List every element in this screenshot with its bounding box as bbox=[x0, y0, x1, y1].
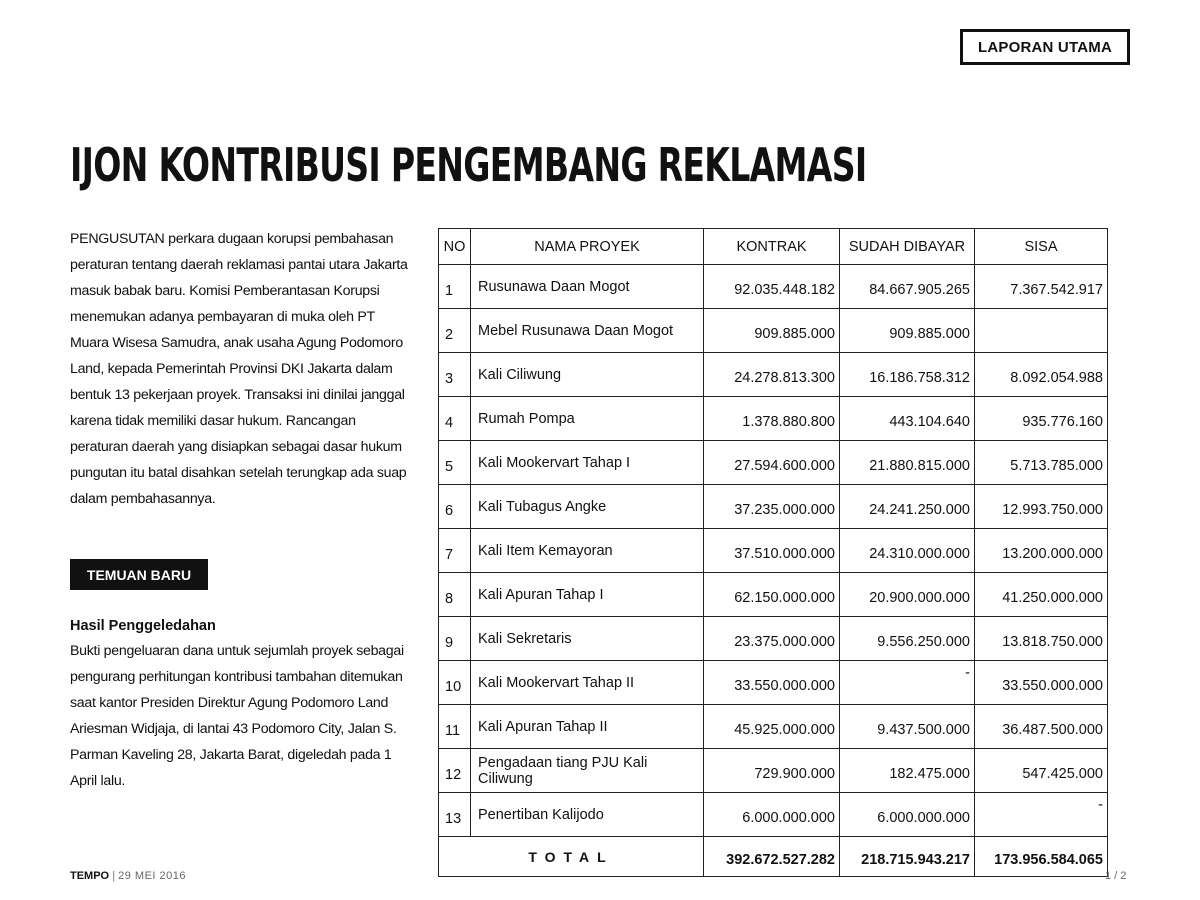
table-row bbox=[439, 793, 1108, 837]
cell-sisa: 33.550.000.000 bbox=[975, 661, 1108, 705]
total-kontrak: 392.672.527.282 bbox=[704, 837, 840, 877]
cell-no: 2 bbox=[439, 309, 471, 353]
cell-sisa: 13.818.750.000 bbox=[975, 617, 1108, 661]
cell-name: Kali Ciliwung bbox=[471, 353, 704, 397]
table-total-row bbox=[439, 837, 1108, 877]
cell-name: Kali Sekretaris bbox=[471, 617, 704, 661]
cell-name: Kali Tubagus Angke bbox=[471, 485, 704, 529]
cell-sisa: 547.425.000 bbox=[975, 749, 1108, 793]
table-row bbox=[439, 529, 1108, 573]
table-row bbox=[439, 749, 1108, 793]
cell-no: 3 bbox=[439, 353, 471, 397]
footer-credit bbox=[70, 870, 186, 882]
cell-name: Pengadaan tiang PJU Kali Ciliwung bbox=[471, 749, 704, 793]
page-title: IJON KONTRIBUSI PENGEMBANG REKLAMASI bbox=[70, 138, 867, 192]
cell-kontrak: 37.235.000.000 bbox=[704, 485, 840, 529]
cell-dibayar: 182.475.000 bbox=[840, 749, 975, 793]
total-label: TOTAL bbox=[439, 837, 704, 877]
section-tag-label: LAPORAN UTAMA bbox=[960, 29, 1130, 65]
cell-sisa: 41.250.000.000 bbox=[975, 573, 1108, 617]
cell-dibayar: 16.186.758.312 bbox=[840, 353, 975, 397]
cell-sisa: 8.092.054.988 bbox=[975, 353, 1108, 397]
footer-date: 29 MEI 2016 bbox=[118, 870, 186, 882]
cell-dibayar: 9.556.250.000 bbox=[840, 617, 975, 661]
cell-no: 1 bbox=[439, 265, 471, 309]
cell-no: 8 bbox=[439, 573, 471, 617]
project-table bbox=[438, 228, 1108, 877]
footer-brand: TEMPO bbox=[70, 870, 110, 882]
cell-sisa: 12.993.750.000 bbox=[975, 485, 1108, 529]
cell-kontrak: 62.150.000.000 bbox=[704, 573, 840, 617]
section-badge: TEMUAN BARU bbox=[70, 559, 208, 590]
cell-kontrak: 37.510.000.000 bbox=[704, 529, 840, 573]
table-row bbox=[439, 705, 1108, 749]
cell-kontrak: 909.885.000 bbox=[704, 309, 840, 353]
footer-separator: | bbox=[112, 870, 116, 882]
cell-kontrak: 45.925.000.000 bbox=[704, 705, 840, 749]
cell-sisa: 935.776.160 bbox=[975, 397, 1108, 441]
cell-dibayar: 443.104.640 bbox=[840, 397, 975, 441]
cell-kontrak: 92.035.448.182 bbox=[704, 265, 840, 309]
cell-kontrak: 24.278.813.300 bbox=[704, 353, 840, 397]
cell-kontrak: 23.375.000.000 bbox=[704, 617, 840, 661]
cell-kontrak: 729.900.000 bbox=[704, 749, 840, 793]
cell-sisa bbox=[975, 309, 1108, 353]
finding-body: Bukti pengeluaran dana untuk sejumlah proyek sebagai pengurang perhitungan kontribusi tambahan ditemukan saat kantor Presiden Direktur Agung Podomoro Land Ariesman Widjaja, di lantai 43 Podomoro City, Jalan S. Parman Kaveling 28, Jakarta Barat, digeledah pada 1 April lalu. bbox=[70, 643, 404, 789]
cell-no: 11 bbox=[439, 705, 471, 749]
cell-dibayar: 21.880.815.000 bbox=[840, 441, 975, 485]
cell-no: 6 bbox=[439, 485, 471, 529]
col-header-kontrak: KONTRAK bbox=[704, 229, 840, 265]
col-header-name: NAMA PROYEK bbox=[471, 229, 704, 265]
cell-sisa: 5.713.785.000 bbox=[975, 441, 1108, 485]
table-row bbox=[439, 573, 1108, 617]
total-dibayar: 218.715.943.217 bbox=[840, 837, 975, 877]
intro-paragraph bbox=[70, 226, 410, 512]
cell-name: Kali Apuran Tahap I bbox=[471, 573, 704, 617]
cell-sisa: - bbox=[975, 793, 1108, 837]
cell-dibayar: 6.000.000.000 bbox=[840, 793, 975, 837]
table-row bbox=[439, 309, 1108, 353]
cell-sisa: 13.200.000.000 bbox=[975, 529, 1108, 573]
cell-name: Mebel Rusunawa Daan Mogot bbox=[471, 309, 704, 353]
finding-heading: Hasil Penggeledahan bbox=[70, 618, 216, 634]
cell-name: Kali Mookervart Tahap I bbox=[471, 441, 704, 485]
table-row bbox=[439, 353, 1108, 397]
col-header-no: NO bbox=[439, 229, 471, 265]
table-row bbox=[439, 265, 1108, 309]
total-sisa: 173.956.584.065 bbox=[975, 837, 1108, 877]
cell-no: 5 bbox=[439, 441, 471, 485]
cell-dibayar: 20.900.000.000 bbox=[840, 573, 975, 617]
cell-dibayar: 9.437.500.000 bbox=[840, 705, 975, 749]
table-row bbox=[439, 617, 1108, 661]
cell-dibayar: 909.885.000 bbox=[840, 309, 975, 353]
cell-kontrak: 1.378.880.800 bbox=[704, 397, 840, 441]
table-row bbox=[439, 397, 1108, 441]
cell-dibayar: 24.241.250.000 bbox=[840, 485, 975, 529]
table-row bbox=[439, 441, 1108, 485]
cell-name: Kali Mookervart Tahap II bbox=[471, 661, 704, 705]
cell-name: Rusunawa Daan Mogot bbox=[471, 265, 704, 309]
cell-kontrak: 33.550.000.000 bbox=[704, 661, 840, 705]
cell-no: 4 bbox=[439, 397, 471, 441]
cell-no: 7 bbox=[439, 529, 471, 573]
cell-name: Rumah Pompa bbox=[471, 397, 704, 441]
cell-kontrak: 6.000.000.000 bbox=[704, 793, 840, 837]
table-row bbox=[439, 661, 1108, 705]
cell-no: 12 bbox=[439, 749, 471, 793]
table-row bbox=[439, 485, 1108, 529]
col-header-sisa: SISA bbox=[975, 229, 1108, 265]
cell-no: 13 bbox=[439, 793, 471, 837]
col-header-dibayar: SUDAH DIBAYAR bbox=[840, 229, 975, 265]
cell-dibayar: 84.667.905.265 bbox=[840, 265, 975, 309]
cell-name: Kali Item Kemayoran bbox=[471, 529, 704, 573]
cell-no: 9 bbox=[439, 617, 471, 661]
intro-lead: PENGUSUTAN bbox=[70, 231, 165, 247]
cell-name: Penertiban Kalijodo bbox=[471, 793, 704, 837]
cell-kontrak: 27.594.600.000 bbox=[704, 441, 840, 485]
table-header-row bbox=[439, 229, 1108, 265]
cell-dibayar: - bbox=[840, 661, 975, 705]
cell-sisa: 7.367.542.917 bbox=[975, 265, 1108, 309]
cell-no: 10 bbox=[439, 661, 471, 705]
cell-sisa: 36.487.500.000 bbox=[975, 705, 1108, 749]
page-number: 1 / 2 bbox=[1105, 870, 1127, 882]
cell-dibayar: 24.310.000.000 bbox=[840, 529, 975, 573]
cell-name: Kali Apuran Tahap II bbox=[471, 705, 704, 749]
intro-text: perkara dugaan korupsi pembahasan peraturan tentang daerah reklamasi pantai utara Jakarta masuk babak baru. Komisi Pemberantasan Korupsi menemukan adanya pembayaran di muka oleh PT Muara Wisesa Samudra, anak usaha Agung Podomoro Land, kepada Pemerintah Provinsi DKI Jakarta dalam bentuk 13 pekerjaan proyek. Transaksi ini dinilai janggal karena tidak memiliki dasar hukum. Rancangan peraturan daerah yang disiapkan sebagai dasar hukum pungutan itu batal disahkan setelah terungkap ada suap dalam pembahasannya. bbox=[70, 231, 408, 507]
